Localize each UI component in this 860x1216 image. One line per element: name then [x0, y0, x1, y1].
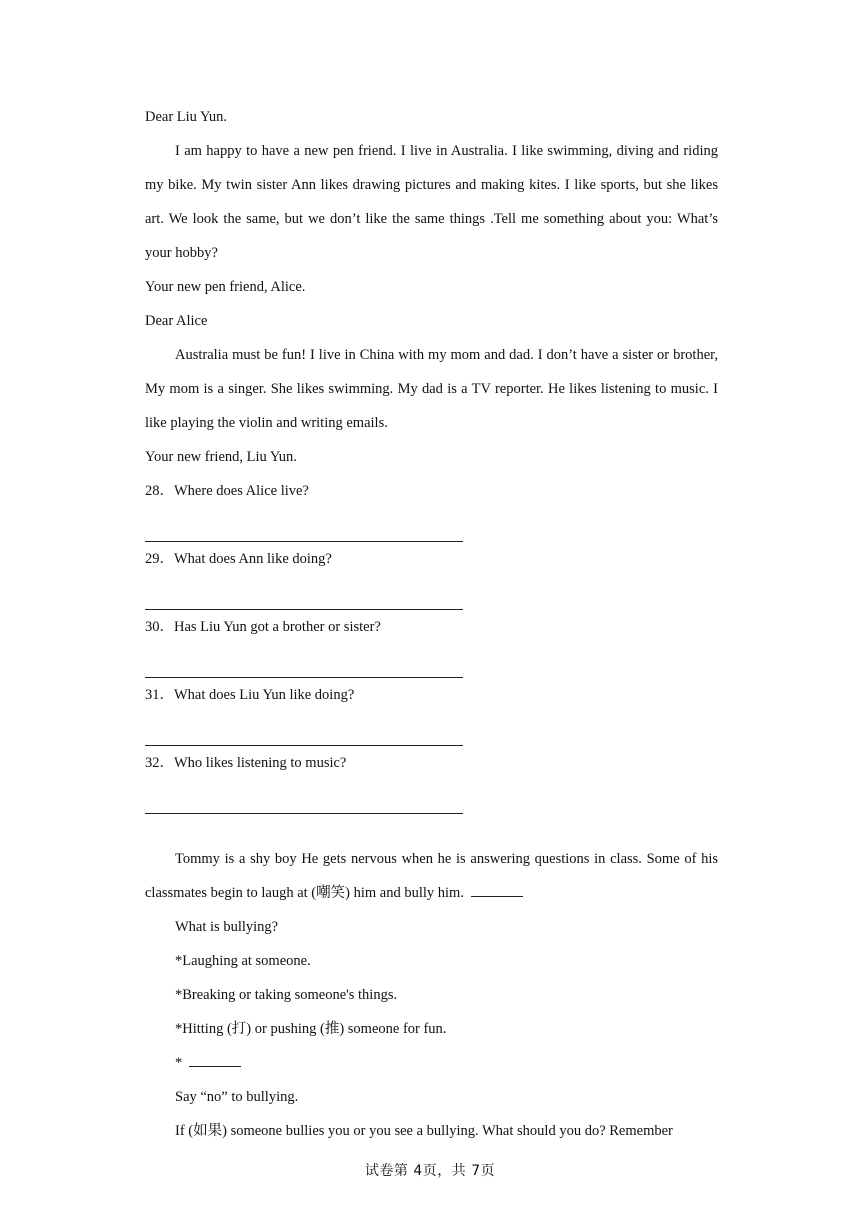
passage2-if-text: If (如果) someone bullies you or you see a bullying. What should you do? Remember — [175, 1123, 673, 1139]
letter1-closing: Your new pen friend, Alice. — [145, 279, 306, 295]
question-text: What does Liu Yun like doing? — [174, 687, 355, 703]
question-text: Where does Alice live? — [174, 483, 309, 499]
letter1-greeting: Dear Liu Yun. — [145, 109, 228, 125]
fill-blank[interactable] — [471, 882, 523, 897]
question-number: 28． — [145, 483, 174, 499]
question-31 — [145, 678, 718, 746]
question-number: 32． — [145, 755, 174, 771]
question-28 — [145, 474, 718, 542]
question-32 — [145, 746, 718, 814]
letter2-body: Australia must be fun! I live in China with my mom and dad. I don’t have a sister or brother, My mom is a singer. She likes swimming. My dad is a TV reporter. He likes listening to music. I like playing the violin and writing emails. — [145, 347, 718, 431]
star-prefix: * — [175, 1055, 183, 1071]
letter2-closing: Your new friend, Liu Yun. — [145, 449, 297, 465]
question-number: 31． — [145, 687, 174, 703]
question-text: Who likes listening to music? — [174, 755, 347, 771]
answer-line[interactable] — [145, 576, 463, 610]
answer-line[interactable] — [145, 780, 463, 814]
passage2-what-is: What is bullying? — [175, 919, 279, 935]
passage2-item: *Hitting (打) or pushing (推) someone for fun. — [175, 1021, 447, 1037]
question-number: 30． — [145, 619, 174, 635]
letter1-body: I am happy to have a new pen friend. I live in Australia. I like swimming, diving and riding my bike. My twin sister Ann likes drawing pictures and making kites. I like sports, but she likes art. We look the same, but we don’t like the same things .Tell me something about you: What’s your hobby? — [145, 143, 718, 261]
answer-line[interactable] — [145, 712, 463, 746]
passage2-intro-text: Tommy is a shy boy He gets nervous when he is answering questions in class. Some of his classmates begin to laugh at (嘲笑) him and bully him. — [145, 851, 718, 901]
answer-line[interactable] — [145, 508, 463, 542]
section-gap — [145, 814, 718, 842]
page-footer: 试卷第 4页，共 7页 — [364, 1163, 496, 1179]
fill-blank[interactable] — [189, 1052, 241, 1067]
question-text: What does Ann like doing? — [174, 551, 332, 567]
question-30 — [145, 610, 718, 678]
letter2-greeting: Dear Alice — [145, 313, 208, 329]
question-text: Has Liu Yun got a brother or sister? — [174, 619, 381, 635]
answer-line[interactable] — [145, 644, 463, 678]
passage2-say-no: Say “no” to bullying. — [175, 1089, 299, 1105]
question-number: 29． — [145, 551, 174, 567]
passage2-item: *Laughing at someone. — [175, 953, 311, 969]
document-body — [145, 100, 718, 1148]
passage2-item: *Breaking or taking someone's things. — [175, 987, 398, 1003]
passage2-star-blank — [145, 1046, 718, 1080]
passage2-intro — [145, 842, 718, 910]
question-29 — [145, 542, 718, 610]
